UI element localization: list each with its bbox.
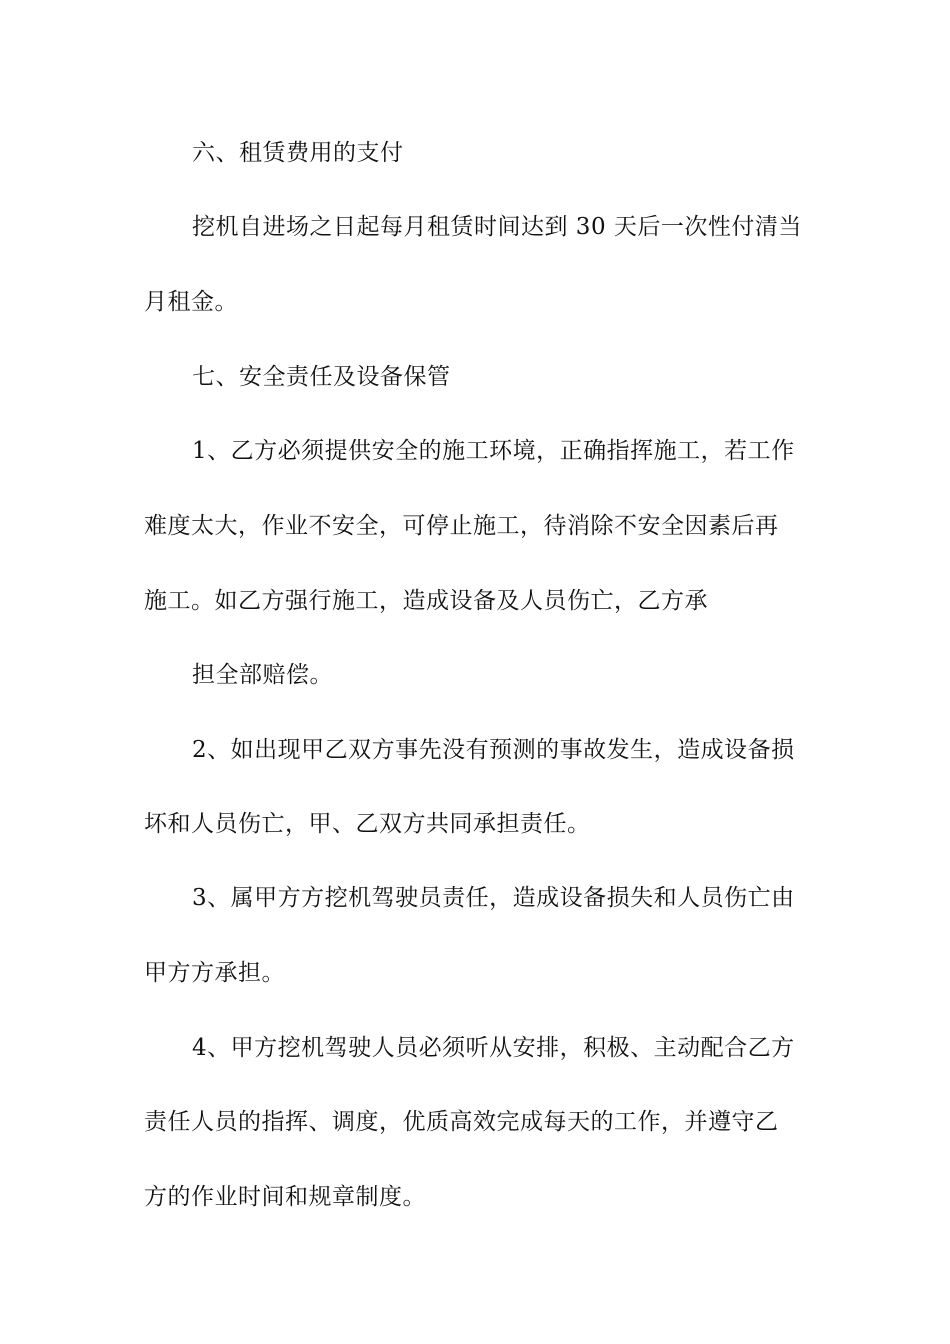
paragraph-line: 3、属甲方方挖机驾驶员责任，造成设备损失和人员伤亡由 bbox=[192, 885, 795, 911]
paragraph-line: 施工。如乙方强行施工，造成设备及人员伤亡，乙方承 bbox=[144, 588, 708, 614]
paragraph-line: 4、甲方挖机驾驶人员必须听从安排，积极、主动配合乙方 bbox=[192, 1035, 795, 1061]
paragraph-line: 方的作业时间和规章制度。 bbox=[144, 1184, 426, 1210]
paragraph-line: 责任人员的指挥、调度，优质高效完成每天的工作，并遵守乙 bbox=[144, 1109, 779, 1135]
paragraph-line: 难度太大，作业不安全，可停止施工，待消除不安全因素后再 bbox=[144, 513, 779, 539]
paragraph-line: 甲方方承担。 bbox=[144, 960, 285, 986]
paragraph-line: 2、如出现甲乙双方事先没有预测的事故发生，造成设备损 bbox=[192, 737, 795, 763]
paragraph-line: 担全部赔偿。 bbox=[192, 662, 333, 688]
section-heading-payment: 六、租赁费用的支付 bbox=[192, 140, 404, 166]
paragraph-line: 坏和人员伤亡，甲、乙双方共同承担责任。 bbox=[144, 811, 591, 837]
paragraph-line: 1、乙方必须提供安全的施工环境，正确指挥施工，若工作 bbox=[192, 438, 795, 464]
section-heading-safety: 七、安全责任及设备保管 bbox=[192, 364, 451, 390]
paragraph-line: 挖机自进场之日起每月租赁时间达到 30 天后一次性付清当 bbox=[192, 214, 802, 240]
paragraph-line: 月租金。 bbox=[144, 289, 238, 315]
